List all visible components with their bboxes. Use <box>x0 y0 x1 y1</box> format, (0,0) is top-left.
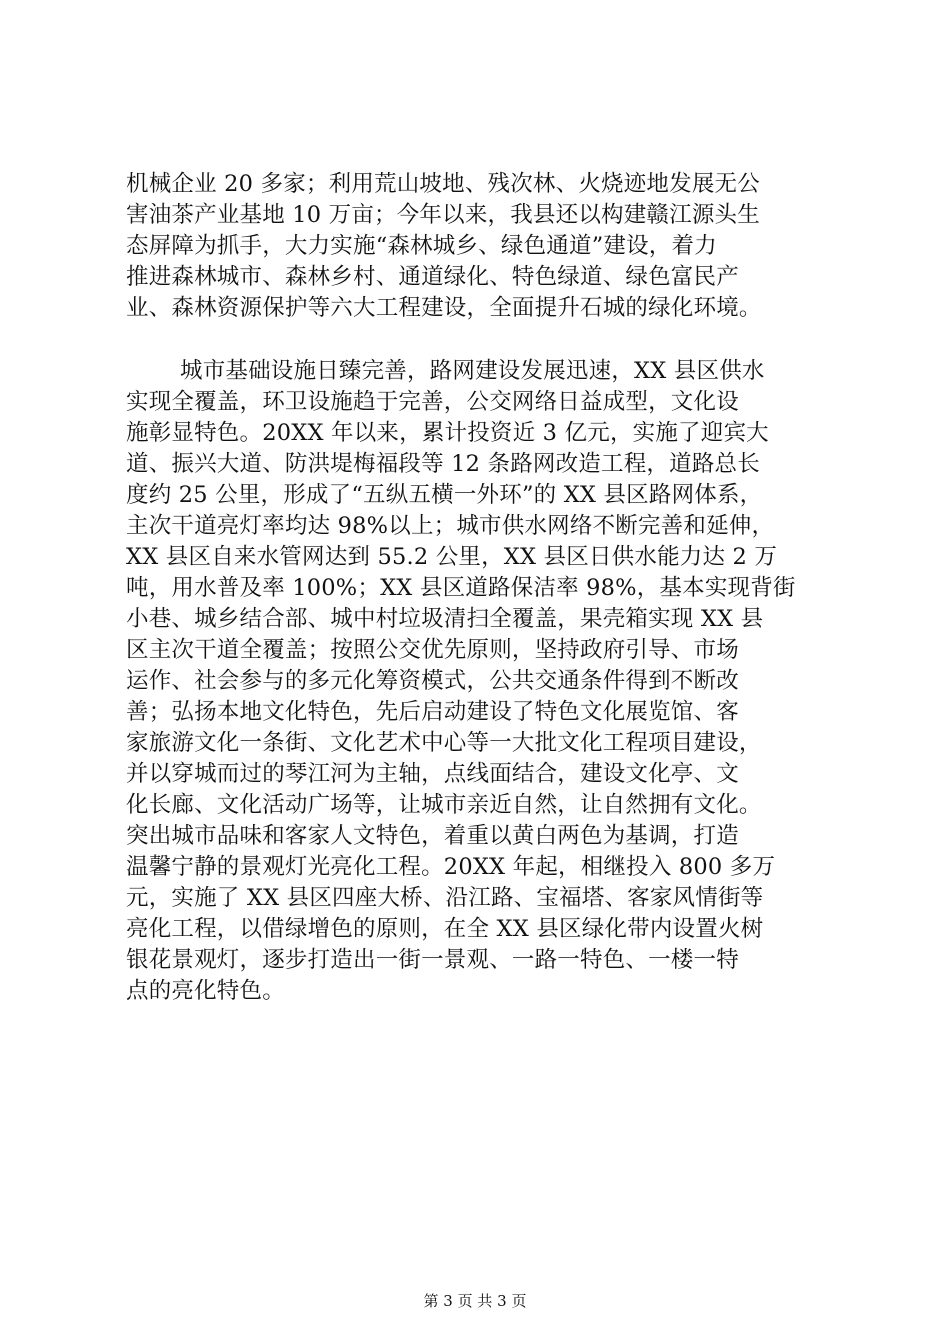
text-line: 小巷、城乡结合部、城中村垃圾清扫全覆盖，果壳箱实现 XX 县 <box>126 606 764 632</box>
text-line: 区主次干道全覆盖；按照公交优先原则，坚持政府引导、市场 <box>126 637 739 663</box>
text-line: 银花景观灯，逐步打造出一街一景观、一路一特色、一楼一特 <box>126 947 739 973</box>
text-line: 推进森林城市、森林乡村、通道绿化、特色绿道、绿色富民产 <box>126 264 739 290</box>
text-line: 家旅游文化一条街、文化艺术中心等一大批文化工程项目建设， <box>126 730 762 756</box>
text-line: 施彰显特色。20XX 年以来，累计投资近 3 亿元，实施了迎宾大 <box>126 420 769 446</box>
text-line: 城市基础设施日臻完善，路网建设发展迅速，XX 县区供水 <box>180 358 765 384</box>
text-line: 实现全覆盖，环卫设施趋于完善，公交网络日益成型，文化设 <box>126 389 739 415</box>
text-line: 度约 25 公里，形成了“五纵五横一外环”的 XX 县区路网体系， <box>126 482 763 508</box>
text-line: 并以穿城而过的琴江河为主轴，点线面结合，建设文化亭、文 <box>126 761 739 787</box>
text-line: 点的亮化特色。 <box>126 978 285 1004</box>
text-line: 突出城市品味和客家人文特色，着重以黄白两色为基调，打造 <box>126 823 739 849</box>
text-line: 善；弘扬本地文化特色，先后启动建设了特色文化展览馆、客 <box>126 699 739 725</box>
text-line: 化长廊、文化活动广场等，让城市亲近自然，让自然拥有文化。 <box>126 792 762 818</box>
text-line: 害油茶产业基地 10 万亩；今年以来，我县还以构建赣江源头生 <box>126 202 760 228</box>
text-line: 态屏障为抓手，大力实施“森林城乡、绿色通道”建设，着力 <box>126 233 717 259</box>
text-line: 吨，用水普及率 100%；XX 县区道路保洁率 98%，基本实现背街 <box>126 575 796 601</box>
text-line: 业、森林资源保护等六大工程建设，全面提升石城的绿化环境。 <box>126 295 762 321</box>
text-line: 主次干道亮灯率均达 98%以上；城市供水网络不断完善和延伸， <box>126 513 775 539</box>
text-line: XX 县区自来水管网达到 55.2 公里，XX 县区日供水能力达 2 万 <box>126 544 778 570</box>
text-line: 温馨宁静的景观灯光亮化工程。20XX 年起，相继投入 800 多万 <box>126 854 776 880</box>
page-footer: 第 3 页 共 3 页 <box>423 1292 527 1310</box>
text-line: 元，实施了 XX 县区四座大桥、沿江路、宝福塔、客家风情街等 <box>126 885 764 911</box>
text-line: 道、振兴大道、防洪堤梅福段等 12 条路网改造工程，道路总长 <box>126 451 760 477</box>
text-line: 运作、社会参与的多元化筹资模式，公共交通条件得到不断改 <box>126 668 739 694</box>
text-line: 亮化工程，以借绿增色的原则，在全 XX 县区绿化带内设置火树 <box>126 916 764 942</box>
text-line: 机械企业 20 多家；利用荒山坡地、残次林、火烧迹地发展无公 <box>126 171 760 197</box>
